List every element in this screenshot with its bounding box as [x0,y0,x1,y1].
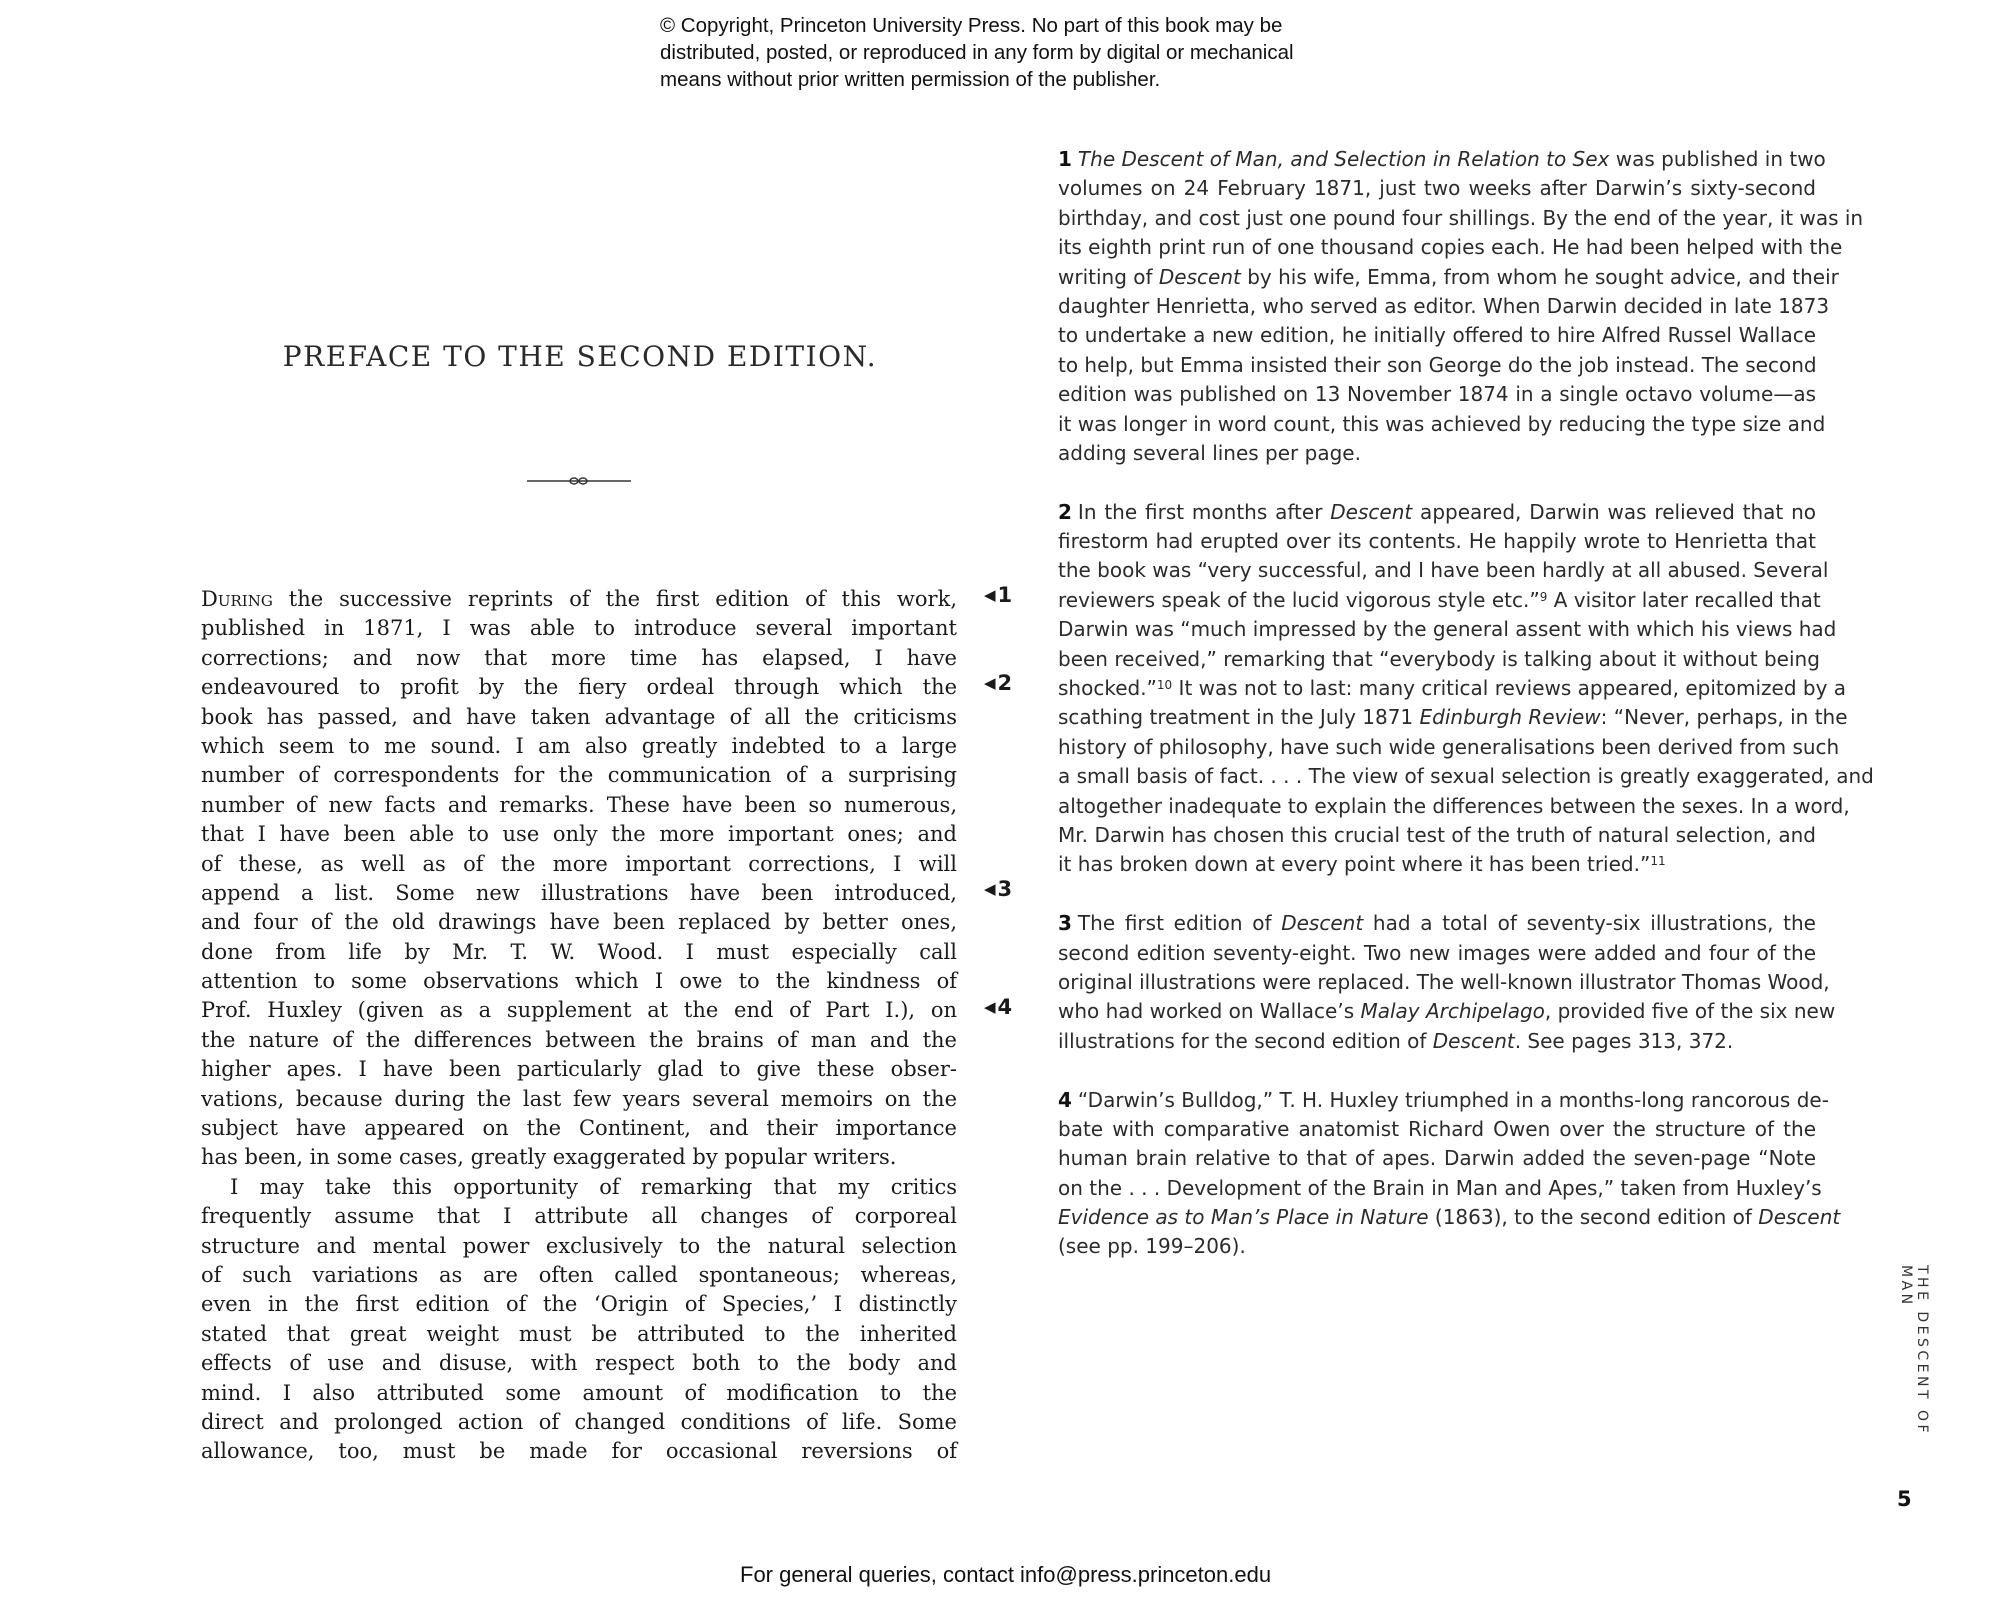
copyright-line: means without prior written permission of the publisher. [660,68,1161,91]
note-4: 4 “Darwin’s Bulldog,” T. H. Huxley triumphed in a months-long rancorous de- bate with comparative anatomist Richard Owen over the structure of the human brain relative to that of apes. Darwin added the seven-page “Note on the . . . Development of the Brain in Man and Apes,” taken from Huxley’s Evidence as to Man’s Place in Nature (1863), to the second edition of Descent (see pp. 199–206). [1058,1087,1841,1259]
text-line: higher apes. I have been particularly glad to give these obser- [201,1057,957,1082]
text-line: vations, because during the last few years several memoirs on the [201,1086,957,1111]
text-line: number of correspondents for the communication of a surprising [201,763,957,788]
note-1: 1 The Descent of Man, and Selection in Relation to Sex was published in two volumes on 24 February 1871, just two weeks after Darwin’s sixty-second birthday, and cost just one pound four shillings. By the end of the year, it was in its eighth print run of one thousand copies each. He had been helped with the writing of Descent by his wife, Emma, from whom he sought advice, and their daughter Henrietta, who served as editor. When Darwin decided in late 1873 to undertake a new edition, he initially offered to hire Alfred Russel Wallace to help, but Emma insisted their son George do the job instead. The second edition was published on 13 November 1874 in a single octavo volume—as it was longer in word count, this was achieved by reducing the type size and adding several lines per page. [1058,147,1864,465]
text-line: frequently assume that I attribute all changes of corporeal [201,1204,957,1229]
text-line: During the successive reprints of the first edition of this work, [201,587,957,611]
preface-title: PREFACE TO THE SECOND EDITION. [282,340,878,373]
note-3: 3 The first edition of Descent had a total of seventy-six illustrations, the second edition seventy-eight. Two new images were added and four of the original illustrations were replaced. The well-known illustrator Thomas Wood, who had worked on Wallace’s Malay Archipelago, provided five of the six new illustrations for the second edition of Descent. See pages 313, 372. [1058,911,1836,1053]
running-head: THE DESCENT OF MAN [1898,1265,1930,1437]
note-number: 1 [1058,147,1072,171]
copyright-line: © Copyright, Princeton University Press. No part of this book may be [660,14,1283,37]
footnote-ref: 10 [1156,678,1173,693]
text-line: number of new facts and remarks. These have been so numerous, [201,792,957,817]
preface-body [201,585,957,1467]
text-line: book has passed, and have taken advantage of all the criticisms [201,704,957,729]
text-line: done from life by Mr. T. W. Wood. I must especially call [201,939,957,964]
text-line: effects of use and disuse, with respect both to the body and [201,1351,957,1376]
text-line: corrections; and now that more time has elapsed, I have [201,645,957,670]
note-marker-4[interactable]: ◀4 [984,995,1013,1019]
note-marker-3[interactable]: ◀3 [984,877,1013,901]
note-number: 4 [1058,1087,1072,1112]
text-line: subject have appeared on the Continent, and their importance [201,1116,957,1141]
text-line: mind. I also attributed some amount of modification to the [201,1380,957,1405]
note-2: 2 In the first months after Descent appeared, Darwin was relieved that no firestorm had erupted over its contents. He happily wrote to Henrietta that the book was “very successful, and I have been hardly at all abused. Several reviewers speak of the lucid vigorous style etc.”$^9$ A visitor later recalled that Darwin was “much impressed by the general assent with which his views had been received,” remarking that “everybody is talking about it without being shocked.”$^{10}$ It was not to last: many critical reviews appeared, epitomized by a scathing treatment in the July 1871 Edinburgh Review: “Never, perhaps, in the history of philosophy, have such wide generalisations been derived from such a small basis of fact. . . . The view of sexual selection is greatly exaggerated, and altogether inadequate to explain the differences between the sexes. In a word, Mr. Darwin has chosen this crucial test of the truth of natural selection, and it has broken down at every point where it has been tried.”$^{11}$ [1058,499,1874,877]
text-line: stated that great weight must be attributed to the inherited [201,1321,957,1346]
contact-footer: For general queries, contact info@press.princeton.edu [740,1562,1272,1587]
triangle-left-icon: ◀ [984,880,996,898]
text-line: allowance, too, must be made for occasional reversions of [201,1439,957,1464]
text-line: append a list. Some new illustrations have been introduced, [201,880,957,905]
note-marker-1[interactable]: ◀1 [984,583,1013,607]
text-line: Prof. Huxley (given as a supplement at the end of Part I.), on [201,998,957,1023]
text-line: attention to some observations which I owe to the kindness of [201,969,957,994]
text-line: which seem to me sound. I am also greatly indebted to a large [201,733,957,758]
footnote-ref: 9 [1539,589,1548,604]
drop-word: During [201,587,273,611]
page-number: 5 [1897,1487,1912,1511]
text-line: published in 1871, I was able to introduce several important [201,616,957,641]
text-line: has been, in some cases, greatly exaggerated by popular writers. [201,1145,897,1170]
triangle-left-icon: ◀ [984,674,996,692]
ornament-divider-icon [527,474,631,488]
footnote-ref: 11 [1650,854,1666,869]
text-line: the nature of the differences between the brains of man and the [201,1027,957,1052]
note-marker-2[interactable]: ◀2 [984,671,1013,695]
text-line: endeavoured to profit by the fiery ordeal through which the [201,675,957,700]
text-line: of such variations as are often called spontaneous; whereas, [201,1262,957,1287]
text-line: that I have been able to use only the more important ones; and [201,822,957,847]
copyright-line: distributed, posted, or reproduced in any form by digital or mechanical [660,41,1294,64]
copyright-notice [660,12,1380,93]
note-number: 2 [1058,499,1072,524]
note-number: 3 [1058,911,1072,936]
text-line: I may take this opportunity of remarking that my critics [230,1174,957,1199]
annotations-column [1058,145,1874,1291]
text-line: and four of the old drawings have been replaced by better ones, [201,910,957,935]
triangle-left-icon: ◀ [984,998,996,1016]
text-line: direct and prolonged action of changed conditions of life. Some [201,1409,957,1434]
text-line: structure and mental power exclusively to the natural selection [201,1233,957,1258]
text-line: of these, as well as of the more important corrections, I will [201,851,957,876]
text-line: even in the first edition of the ‘Origin of Species,’ I distinctly [201,1292,957,1317]
triangle-left-icon: ◀ [984,586,996,604]
